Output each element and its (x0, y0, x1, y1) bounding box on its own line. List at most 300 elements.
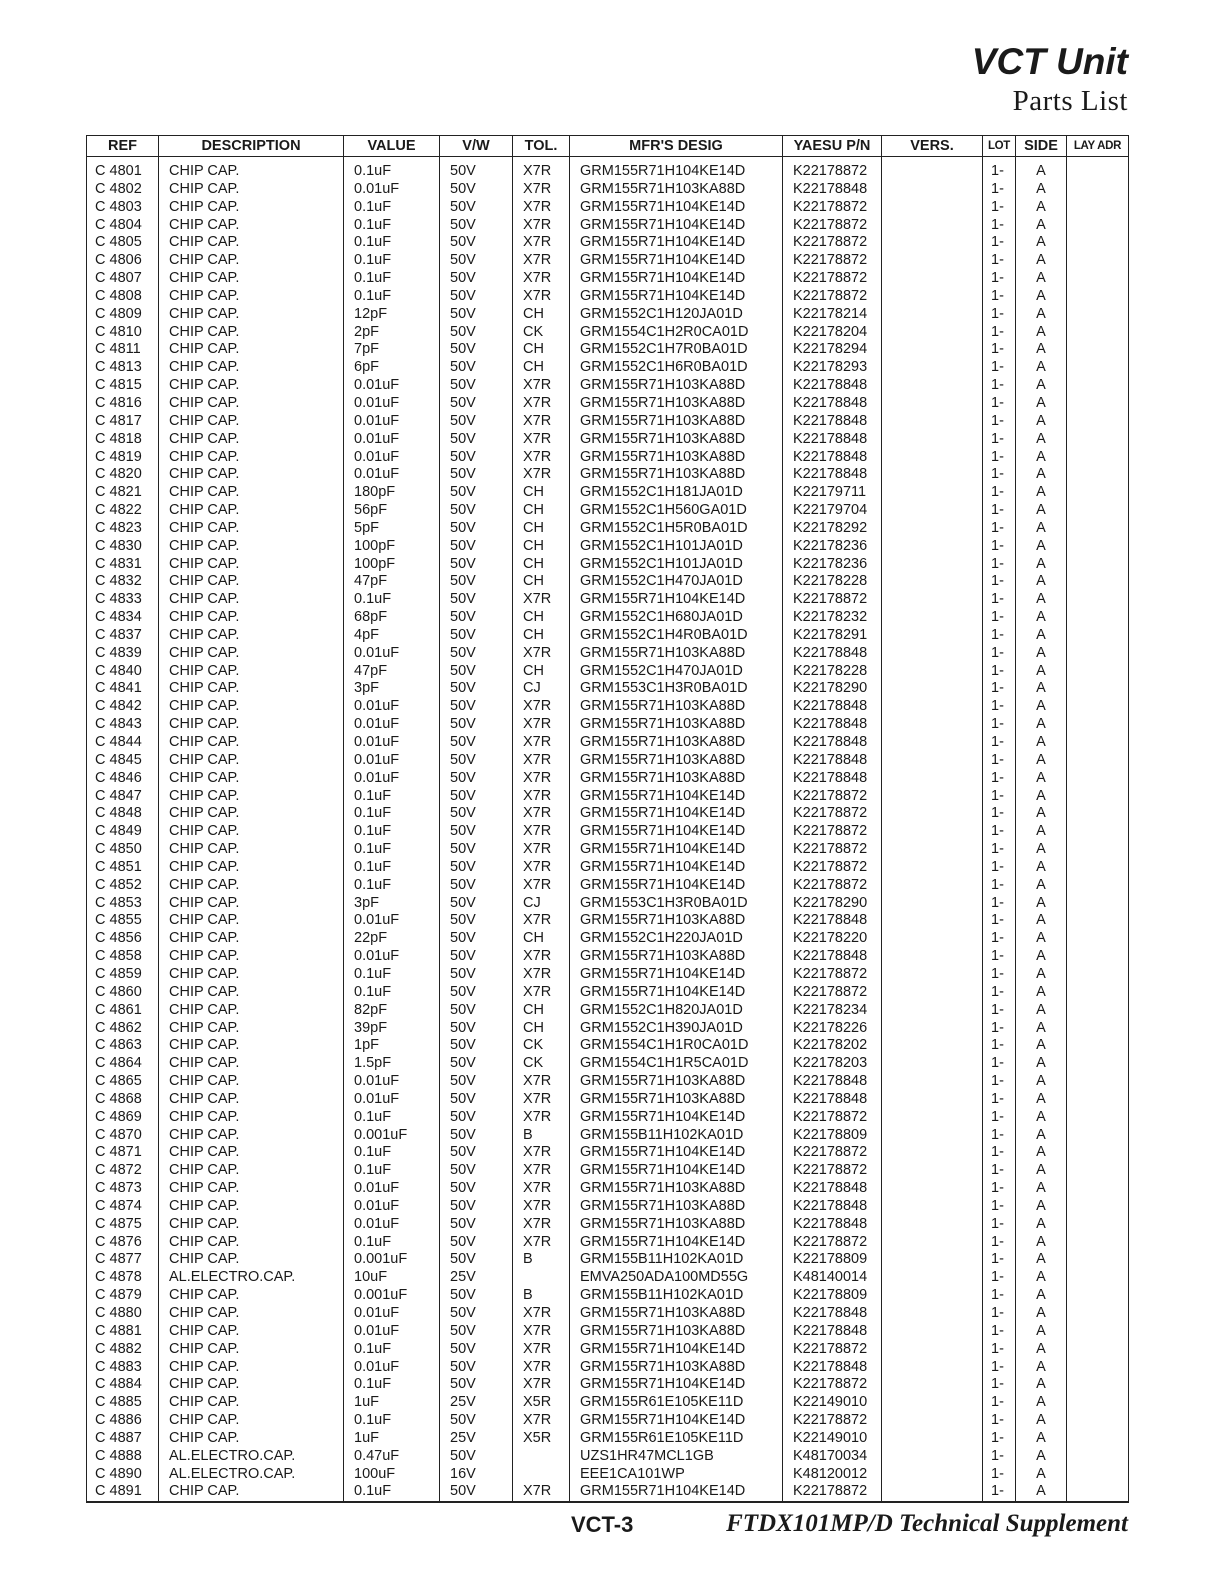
cell-lot: 1- (983, 1341, 1016, 1359)
cell-side: A (1016, 1323, 1067, 1341)
cell-lot: 1- (983, 1483, 1016, 1502)
cell-ref: C 4842 (87, 698, 159, 716)
cell-description: CHIP CAP. (159, 449, 344, 467)
cell-tol: X5R (513, 1430, 570, 1448)
cell-side: A (1016, 1055, 1067, 1073)
cell-value: 0.01uF (344, 413, 440, 431)
cell-description: CHIP CAP. (159, 1287, 344, 1305)
cell-vers (882, 912, 983, 930)
cell-description: CHIP CAP. (159, 627, 344, 645)
cell-tol: CH (513, 1002, 570, 1020)
cell-vw: 50V (440, 1180, 513, 1198)
cell-vers (882, 520, 983, 538)
cell-lot: 1- (983, 157, 1016, 181)
table-row (87, 1127, 1129, 1145)
cell-lot: 1- (983, 788, 1016, 806)
cell-tol: X7R (513, 734, 570, 752)
cell-mfr-desig: GRM155R71H103KA88D (570, 431, 783, 449)
cell-value: 0.01uF (344, 752, 440, 770)
cell-description: CHIP CAP. (159, 948, 344, 966)
cell-value: 0.1uF (344, 877, 440, 895)
cell-value: 1uF (344, 1394, 440, 1412)
cell-ref: C 4868 (87, 1091, 159, 1109)
cell-yaesu-pn: K22178204 (783, 324, 882, 342)
cell-vw: 50V (440, 449, 513, 467)
cell-lay-adr (1067, 823, 1129, 841)
cell-lay-adr (1067, 645, 1129, 663)
cell-yaesu-pn: K22179704 (783, 502, 882, 520)
cell-lot: 1- (983, 1037, 1016, 1055)
cell-value: 180pF (344, 484, 440, 502)
table-row (87, 752, 1129, 770)
cell-mfr-desig: GRM155R61E105KE11D (570, 1394, 783, 1412)
cell-lay-adr (1067, 395, 1129, 413)
table-row (87, 288, 1129, 306)
cell-yaesu-pn: K22179711 (783, 484, 882, 502)
cell-lay-adr (1067, 1162, 1129, 1180)
cell-vw: 50V (440, 841, 513, 859)
cell-lay-adr (1067, 895, 1129, 913)
cell-value: 0.1uF (344, 234, 440, 252)
cell-description: CHIP CAP. (159, 609, 344, 627)
cell-yaesu-pn: K22178872 (783, 591, 882, 609)
cell-description: CHIP CAP. (159, 538, 344, 556)
cell-description: CHIP CAP. (159, 270, 344, 288)
cell-side: A (1016, 1430, 1067, 1448)
cell-lay-adr (1067, 538, 1129, 556)
cell-ref: C 4861 (87, 1002, 159, 1020)
table-row (87, 805, 1129, 823)
cell-tol: X7R (513, 1073, 570, 1091)
cell-value: 0.01uF (344, 449, 440, 467)
cell-side: A (1016, 573, 1067, 591)
cell-lay-adr (1067, 1216, 1129, 1234)
table-row (87, 1109, 1129, 1127)
cell-lay-adr (1067, 1180, 1129, 1198)
table-row (87, 1162, 1129, 1180)
cell-vw: 50V (440, 1091, 513, 1109)
cell-side: A (1016, 324, 1067, 342)
cell-vers (882, 502, 983, 520)
table-row (87, 556, 1129, 574)
cell-ref: C 4848 (87, 805, 159, 823)
cell-ref: C 4811 (87, 341, 159, 359)
cell-mfr-desig: GRM155R71H103KA88D (570, 734, 783, 752)
cell-ref: C 4804 (87, 217, 159, 235)
cell-value: 12pF (344, 306, 440, 324)
cell-mfr-desig: GRM155R71H103KA88D (570, 1359, 783, 1377)
table-row (87, 877, 1129, 895)
cell-tol: X7R (513, 1198, 570, 1216)
cell-yaesu-pn: K22178848 (783, 698, 882, 716)
cell-side: A (1016, 663, 1067, 681)
cell-mfr-desig: GRM155B11H102KA01D (570, 1251, 783, 1269)
cell-lay-adr (1067, 1341, 1129, 1359)
cell-ref: C 4859 (87, 966, 159, 984)
cell-vw: 50V (440, 1483, 513, 1502)
cell-mfr-desig: GRM155R71H104KE14D (570, 199, 783, 217)
cell-lay-adr (1067, 859, 1129, 877)
cell-vw: 50V (440, 234, 513, 252)
cell-ref: C 4847 (87, 788, 159, 806)
cell-value: 3pF (344, 895, 440, 913)
cell-side: A (1016, 1002, 1067, 1020)
cell-value: 0.1uF (344, 966, 440, 984)
cell-mfr-desig: GRM155R71H103KA88D (570, 395, 783, 413)
cell-lot: 1- (983, 199, 1016, 217)
cell-vw: 50V (440, 609, 513, 627)
cell-lot: 1- (983, 1234, 1016, 1252)
cell-yaesu-pn: K22178228 (783, 663, 882, 681)
cell-ref: C 4869 (87, 1109, 159, 1127)
cell-vw: 50V (440, 1216, 513, 1234)
cell-side: A (1016, 1216, 1067, 1234)
cell-lot: 1- (983, 912, 1016, 930)
cell-ref: C 4853 (87, 895, 159, 913)
cell-side: A (1016, 788, 1067, 806)
cell-yaesu-pn: K22178872 (783, 1483, 882, 1502)
cell-vw: 50V (440, 217, 513, 235)
cell-lot: 1- (983, 930, 1016, 948)
cell-side: A (1016, 1037, 1067, 1055)
cell-tol: X7R (513, 788, 570, 806)
cell-lay-adr (1067, 627, 1129, 645)
cell-mfr-desig: GRM155R71H104KE14D (570, 288, 783, 306)
cell-side: A (1016, 645, 1067, 663)
cell-side: A (1016, 752, 1067, 770)
cell-ref: C 4885 (87, 1394, 159, 1412)
cell-tol: CK (513, 1055, 570, 1073)
cell-lot: 1- (983, 1305, 1016, 1323)
table-row (87, 520, 1129, 538)
cell-description: CHIP CAP. (159, 359, 344, 377)
cell-yaesu-pn: K22178232 (783, 609, 882, 627)
cell-value: 0.1uF (344, 984, 440, 1002)
cell-yaesu-pn: K22149010 (783, 1394, 882, 1412)
table-row (87, 1412, 1129, 1430)
cell-lay-adr (1067, 698, 1129, 716)
cell-tol: B (513, 1127, 570, 1145)
cell-description: CHIP CAP. (159, 770, 344, 788)
cell-mfr-desig: GRM155R71H104KE14D (570, 270, 783, 288)
cell-lay-adr (1067, 966, 1129, 984)
cell-mfr-desig: GRM1553C1H3R0BA01D (570, 895, 783, 913)
cell-yaesu-pn: K22178872 (783, 788, 882, 806)
cell-vw: 50V (440, 431, 513, 449)
cell-value: 1pF (344, 1037, 440, 1055)
cell-vers (882, 341, 983, 359)
cell-vw: 50V (440, 805, 513, 823)
cell-mfr-desig: EMVA250ADA100MD55G (570, 1269, 783, 1287)
cell-value: 0.1uF (344, 1162, 440, 1180)
cell-vers (882, 1109, 983, 1127)
cell-description: CHIP CAP. (159, 984, 344, 1002)
cell-ref: C 4873 (87, 1180, 159, 1198)
cell-ref: C 4830 (87, 538, 159, 556)
cell-value: 7pF (344, 341, 440, 359)
cell-ref: C 4856 (87, 930, 159, 948)
cell-vw: 50V (440, 1287, 513, 1305)
cell-vers (882, 770, 983, 788)
cell-tol: CH (513, 1020, 570, 1038)
cell-ref: C 4807 (87, 270, 159, 288)
cell-side: A (1016, 609, 1067, 627)
cell-lay-adr (1067, 341, 1129, 359)
cell-vw: 50V (440, 770, 513, 788)
cell-side: A (1016, 413, 1067, 431)
cell-side: A (1016, 181, 1067, 199)
cell-value: 4pF (344, 627, 440, 645)
cell-vw: 50V (440, 538, 513, 556)
cell-description: CHIP CAP. (159, 1091, 344, 1109)
cell-vers (882, 1323, 983, 1341)
cell-ref: C 4821 (87, 484, 159, 502)
cell-yaesu-pn: K22178848 (783, 1216, 882, 1234)
cell-lot: 1- (983, 431, 1016, 449)
cell-yaesu-pn: K22178848 (783, 466, 882, 484)
cell-vers (882, 1466, 983, 1484)
cell-vw: 50V (440, 1448, 513, 1466)
cell-mfr-desig: GRM1553C1H3R0BA01D (570, 680, 783, 698)
cell-description: CHIP CAP. (159, 466, 344, 484)
cell-vers (882, 645, 983, 663)
cell-mfr-desig: GRM1552C1H220JA01D (570, 930, 783, 948)
cell-yaesu-pn: K22178872 (783, 1412, 882, 1430)
cell-value: 0.01uF (344, 181, 440, 199)
cell-vw: 50V (440, 466, 513, 484)
cell-side: A (1016, 591, 1067, 609)
cell-tol: X7R (513, 591, 570, 609)
cell-ref: C 4808 (87, 288, 159, 306)
cell-vers (882, 609, 983, 627)
cell-vers (882, 573, 983, 591)
cell-description: AL.ELECTRO.CAP. (159, 1269, 344, 1287)
cell-lay-adr (1067, 984, 1129, 1002)
cell-side: A (1016, 1251, 1067, 1269)
cell-lot: 1- (983, 1430, 1016, 1448)
cell-ref: C 4891 (87, 1483, 159, 1502)
cell-side: A (1016, 359, 1067, 377)
cell-description: CHIP CAP. (159, 788, 344, 806)
cell-vw: 50V (440, 877, 513, 895)
cell-value: 0.01uF (344, 948, 440, 966)
cell-value: 0.01uF (344, 1073, 440, 1091)
cell-lay-adr (1067, 1002, 1129, 1020)
cell-vers (882, 1216, 983, 1234)
cell-lay-adr (1067, 912, 1129, 930)
table-row (87, 1037, 1129, 1055)
cell-lot: 1- (983, 609, 1016, 627)
cell-description: CHIP CAP. (159, 199, 344, 217)
cell-vers (882, 1198, 983, 1216)
cell-description: CHIP CAP. (159, 1180, 344, 1198)
cell-vers (882, 966, 983, 984)
cell-lot: 1- (983, 663, 1016, 681)
cell-lay-adr (1067, 1020, 1129, 1038)
cell-mfr-desig: GRM155R71H104KE14D (570, 1483, 783, 1502)
table-row (87, 157, 1129, 181)
cell-vw: 50V (440, 1198, 513, 1216)
column-header-lay-adr: LAY ADR (1067, 136, 1129, 157)
cell-tol: X7R (513, 1323, 570, 1341)
cell-ref: C 4851 (87, 859, 159, 877)
table-row (87, 377, 1129, 395)
cell-lot: 1- (983, 538, 1016, 556)
table-row (87, 1483, 1129, 1502)
cell-tol: X7R (513, 805, 570, 823)
cell-side: A (1016, 502, 1067, 520)
cell-mfr-desig: GRM155B11H102KA01D (570, 1127, 783, 1145)
cell-lay-adr (1067, 377, 1129, 395)
table-row (87, 680, 1129, 698)
cell-yaesu-pn: K22178872 (783, 877, 882, 895)
cell-description: CHIP CAP. (159, 716, 344, 734)
cell-description: CHIP CAP. (159, 288, 344, 306)
table-row (87, 1269, 1129, 1287)
page-number: VCT-3 (571, 1512, 634, 1537)
cell-vers (882, 324, 983, 342)
table-row (87, 627, 1129, 645)
cell-ref: C 4870 (87, 1127, 159, 1145)
cell-vers (882, 1162, 983, 1180)
cell-side: A (1016, 484, 1067, 502)
cell-tol (513, 1269, 570, 1287)
cell-value: 100pF (344, 538, 440, 556)
cell-vw: 50V (440, 502, 513, 520)
cell-side: A (1016, 234, 1067, 252)
cell-side: A (1016, 395, 1067, 413)
cell-mfr-desig: GRM1554C1H2R0CA01D (570, 324, 783, 342)
cell-value: 0.01uF (344, 1359, 440, 1377)
cell-mfr-desig: GRM155R71H103KA88D (570, 770, 783, 788)
cell-vw: 50V (440, 645, 513, 663)
table-row (87, 698, 1129, 716)
cell-value: 0.001uF (344, 1127, 440, 1145)
table-row (87, 573, 1129, 591)
cell-description: CHIP CAP. (159, 966, 344, 984)
cell-ref: C 4852 (87, 877, 159, 895)
table-row (87, 1305, 1129, 1323)
cell-side: A (1016, 859, 1067, 877)
cell-side: A (1016, 1394, 1067, 1412)
cell-ref: C 4803 (87, 199, 159, 217)
cell-mfr-desig: GRM155R71H104KE14D (570, 1234, 783, 1252)
cell-tol (513, 1466, 570, 1484)
cell-yaesu-pn: K22178872 (783, 1109, 882, 1127)
column-header-side: SIDE (1016, 136, 1067, 157)
cell-mfr-desig: GRM1554C1H1R5CA01D (570, 1055, 783, 1073)
cell-vers (882, 663, 983, 681)
cell-yaesu-pn: K22178872 (783, 1162, 882, 1180)
table-row (87, 1341, 1129, 1359)
cell-lot: 1- (983, 359, 1016, 377)
cell-mfr-desig: GRM1552C1H470JA01D (570, 573, 783, 591)
cell-value: 0.1uF (344, 788, 440, 806)
cell-mfr-desig: GRM155R71H103KA88D (570, 1198, 783, 1216)
cell-tol: CJ (513, 680, 570, 698)
cell-description: CHIP CAP. (159, 1037, 344, 1055)
cell-lot: 1- (983, 484, 1016, 502)
cell-vers (882, 859, 983, 877)
cell-ref: C 4864 (87, 1055, 159, 1073)
cell-yaesu-pn: K22178848 (783, 1323, 882, 1341)
table-row (87, 1002, 1129, 1020)
cell-lot: 1- (983, 377, 1016, 395)
cell-vers (882, 1359, 983, 1377)
cell-tol: CH (513, 930, 570, 948)
cell-yaesu-pn: K22178848 (783, 752, 882, 770)
cell-yaesu-pn: K22178872 (783, 217, 882, 235)
cell-value: 0.1uF (344, 1109, 440, 1127)
cell-vers (882, 1430, 983, 1448)
cell-lot: 1- (983, 1091, 1016, 1109)
cell-vers (882, 1127, 983, 1145)
cell-tol: X7R (513, 234, 570, 252)
cell-lot: 1- (983, 520, 1016, 538)
cell-tol (513, 1448, 570, 1466)
cell-lay-adr (1067, 877, 1129, 895)
cell-vers (882, 199, 983, 217)
cell-side: A (1016, 377, 1067, 395)
cell-description: CHIP CAP. (159, 1251, 344, 1269)
cell-value: 68pF (344, 609, 440, 627)
cell-ref: C 4876 (87, 1234, 159, 1252)
cell-side: A (1016, 877, 1067, 895)
cell-tol: X7R (513, 181, 570, 199)
cell-mfr-desig: GRM155R71H104KE14D (570, 1162, 783, 1180)
cell-ref: C 4833 (87, 591, 159, 609)
cell-description: CHIP CAP. (159, 1483, 344, 1502)
cell-mfr-desig: GRM155R71H103KA88D (570, 716, 783, 734)
cell-yaesu-pn: K22178236 (783, 556, 882, 574)
cell-ref: C 4813 (87, 359, 159, 377)
cell-vw: 50V (440, 930, 513, 948)
cell-description: CHIP CAP. (159, 157, 344, 181)
cell-value: 0.01uF (344, 1198, 440, 1216)
cell-value: 0.1uF (344, 1376, 440, 1394)
cell-lot: 1- (983, 1109, 1016, 1127)
cell-description: CHIP CAP. (159, 377, 344, 395)
cell-yaesu-pn: K22178872 (783, 805, 882, 823)
cell-description: CHIP CAP. (159, 556, 344, 574)
cell-value: 0.01uF (344, 645, 440, 663)
table-row (87, 217, 1129, 235)
cell-lay-adr (1067, 734, 1129, 752)
cell-yaesu-pn: K22178848 (783, 181, 882, 199)
cell-mfr-desig: GRM1552C1H120JA01D (570, 306, 783, 324)
cell-lay-adr (1067, 1412, 1129, 1430)
cell-yaesu-pn: K22178848 (783, 395, 882, 413)
cell-value: 0.1uF (344, 805, 440, 823)
cell-yaesu-pn: K22178872 (783, 966, 882, 984)
cell-vw: 50V (440, 1109, 513, 1127)
cell-tol: X7R (513, 1109, 570, 1127)
cell-ref: C 4806 (87, 252, 159, 270)
cell-vers (882, 466, 983, 484)
cell-tol: X7R (513, 1144, 570, 1162)
cell-description: CHIP CAP. (159, 841, 344, 859)
table-row (87, 431, 1129, 449)
cell-mfr-desig: UZS1HR47MCL1GB (570, 1448, 783, 1466)
table-row (87, 1091, 1129, 1109)
cell-description: CHIP CAP. (159, 1198, 344, 1216)
cell-vw: 50V (440, 377, 513, 395)
cell-vers (882, 1448, 983, 1466)
column-header-value: VALUE (344, 136, 440, 157)
table-row (87, 449, 1129, 467)
cell-lay-adr (1067, 1359, 1129, 1377)
table-row (87, 1394, 1129, 1412)
